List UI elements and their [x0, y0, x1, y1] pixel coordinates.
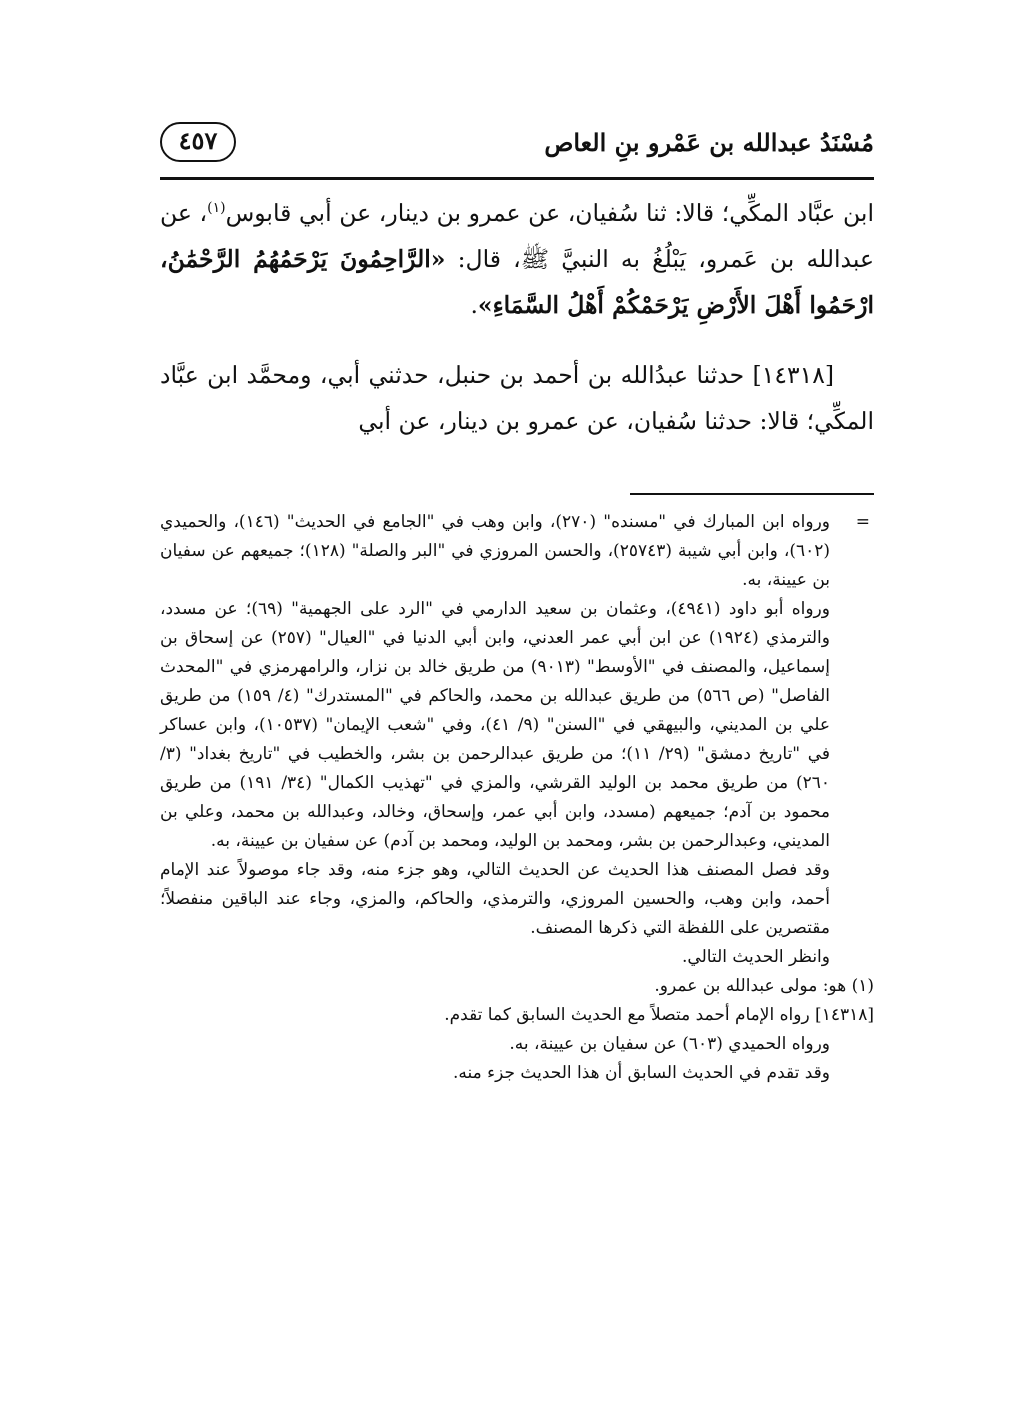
main-text — [160, 190, 874, 444]
hadith-1-quote: «الرَّاحِمُونَ يَرْحَمُهُمُ الرَّحْمَٰنُ، ارْحَمُوا أَهْلَ الأَرْضِ يَرْحَمْكُمْ أَهْلُ السَّمَاءِ» — [160, 245, 874, 319]
footnote-paragraph: ورواه الحميدي (٦٠٣) عن سفيان بن عيينة، به. — [509, 1034, 830, 1054]
footnote-paragraph: وقد فصل المصنف هذا الحديث عن الحديث التالي، وهو جزء منه، وقد جاء موصولاً عند الإمام أحمد، وابن وهب، والحسين المروزي، والترمذي، والحاكم، والمزي، وجاء عند الباقين منفصلاً؛ مقتصرين على اللفظة التي ذكرها المصنف. — [160, 860, 830, 938]
running-title: مُسْنَدُ عبدالله بن عَمْرو بنِ العاص — [544, 128, 874, 157]
page-number-badge: ٤٥٧ — [160, 122, 236, 162]
footnote-hadith-14318: [١٤٣١٨] رواه الإمام أحمد متصلاً مع الحديث السابق كما تقدم. — [444, 1005, 874, 1025]
footnote-separator — [630, 493, 874, 495]
footnote-text: ورواه ابن المبارك في "مسنده" (٢٧٠)، وابن وهب في "الجامع في الحديث" (١٤٦)، والحميدي (٦٠٢)، وابن أبي شيبة (٢٥٧٤٣)، والحسن المروزي في "البر والصلة" (١٢٨)؛ جميعهم عن سفيان بن عيينة، به. — [160, 512, 831, 590]
hadith-1-text-b: ، عن عبدالله بن عَمرو، يَبْلُغُ به النبيَّ ﷺ، قال: — [160, 199, 874, 273]
page-header — [160, 118, 874, 178]
footnote-paragraph: ورواه أبو داود (٤٩٤١)، وعثمان بن سعيد الدارمي في "الرد على الجهمية" (٦٩)؛ عن مسدد، والترمذي (١٩٢٤) عن ابن أبي عمر العدني، وابن أبي الدنيا في "العيال" (٢٥٧) عن إسحاق بن إسماعيل، والمصنف في "الأوسط" (٩٠١٣) من طريق خالد بن نزار، والرامهرمزي في "المحدث الفاصل" (ص ٥٦٦) من طريق عبدالله بن محمد، والحاكم في "المستدرك" (٤/ ١٥٩) من طريق علي بن المديني، والبيهقي في "السنن" (٩/ ٤١)، وفي "شعب الإيمان" (١٠٥٣٧)، وابن عساكر في "تاريخ دمشق" (٢٩/ ١١)؛ من طريق عبدالرحمن بن بشر، والخطيب في "تاريخ بغداد" (٣/ ٢٦٠) من طريق محمد بن الوليد القرشي، والمزي في "تهذيب الكمال" (٣٤/ ١٩١) من طريق محمود بن آدم؛ جميعهم (مسدد، وابن أبي عمر، وإسحاق، وخالد، وعبدالله بن محمد، وعلي بن المديني، وعبدالرحمن بن بشر، ومحمد بن الوليد، ومحمد بن آدم) عن سفيان بن عيينة، به. — [160, 599, 830, 851]
hadith-paragraph-1 — [160, 190, 874, 328]
hadith-1-end: . — [470, 291, 478, 319]
footnotes — [160, 508, 874, 1088]
header-rule — [160, 177, 874, 180]
hadith-paragraph-2: [١٤٣١٨] حدثنا عبدُالله بن أحمد بن حنبل، حدثني أبي، ومحمَّد ابن عبَّاد المكِّي؛ قالا: حدثنا سُفيان، عن عمرو بن دينار، عن أبي — [160, 361, 874, 435]
footnote-ref-1[interactable]: (١) — [207, 200, 226, 217]
footnote-1: (١) هو: مولى عبدالله بن عمرو. — [654, 976, 874, 996]
footnote-paragraph — [160, 508, 874, 595]
footnote-paragraph: وقد تقدم في الحديث السابق أن هذا الحديث جزء منه. — [452, 1063, 830, 1083]
footnote-paragraph: وانظر الحديث التالي. — [682, 947, 830, 967]
hadith-1-text-a: ابن عبَّاد المكِّي؛ قالا: ثنا سُفيان، عن عمرو بن دينار، عن أبي قابوس — [225, 199, 875, 227]
continuation-mark: = — [855, 512, 870, 532]
